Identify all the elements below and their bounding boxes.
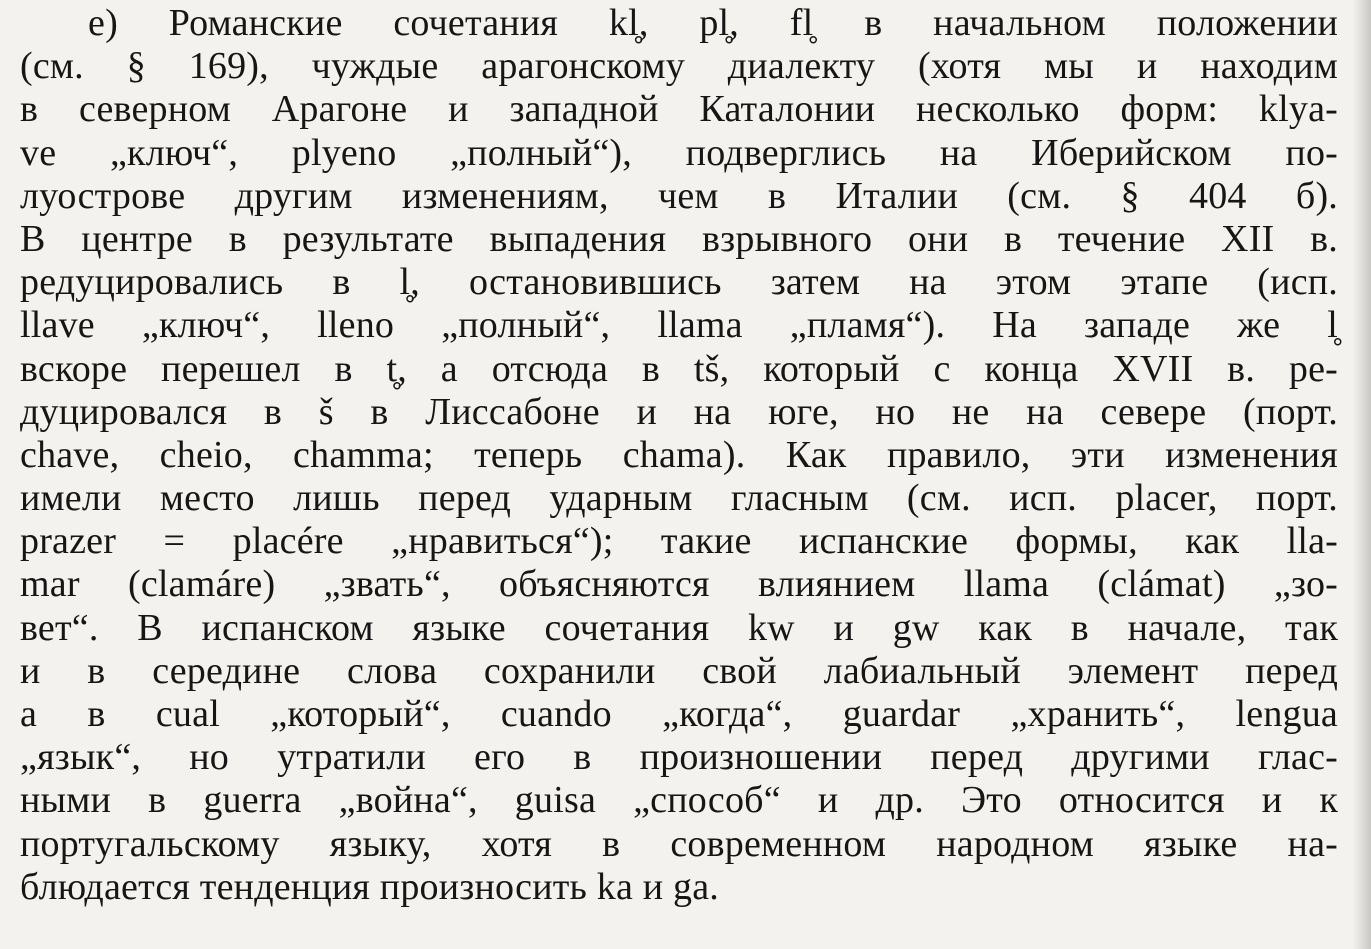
text-line: в северном Арагоне и западной Каталонии несколько форм: klya- xyxy=(20,88,1338,131)
text-line: ными в guerra „война“, guisa „способ“ и др. Это относится и к xyxy=(20,779,1338,822)
text-line: llave „ключ“, lleno „полный“, llama „пламя“). На западе же l̥ xyxy=(20,304,1338,347)
text-line: ve „ключ“, plyeno „полный“), подверглись на Иберийском по- xyxy=(20,131,1338,174)
text-line: и в середине слова сохранили свой лабиальный элемент перед xyxy=(20,649,1338,692)
page-edge-shadow xyxy=(1353,0,1371,949)
paragraph-e xyxy=(20,2,1338,909)
text-line: е) Романские сочетания kl̥, pl̥, fl̥ в начальном положении xyxy=(88,2,1338,44)
text-line: португальскому языку, хотя в современном народном языке на- xyxy=(20,822,1338,865)
text-line: дуцировался в š в Лиссабоне и на юге, но не на севере (порт. xyxy=(20,390,1338,433)
text-line: chave, cheio, chamma; теперь chama). Как правило, эти изменения xyxy=(20,433,1338,476)
text-line: a в cual „который“, cuando „когда“, guardar „хранить“, lengua xyxy=(20,693,1338,735)
text-line: В центре в результате выпадения взрывного они в течение XII в. xyxy=(20,217,1338,260)
text-line: prazer = placére „нравиться“); такие испанские формы, как lla- xyxy=(20,520,1338,563)
text-line: имели место лишь перед ударным гласным (см. исп. placer, порт. xyxy=(20,477,1338,520)
text-line: луострове другим изменениям, чем в Италии (см. § 404 б). xyxy=(20,174,1338,217)
text-line-last: блюдается тенденция произносить ka и ga. xyxy=(20,865,719,908)
text-line: mar (clamáre) „звать“, объясняются влиянием llama (clámat) „зо- xyxy=(20,563,1338,606)
text-line: „язык“, но утратили его в произношении перед другими глас- xyxy=(20,736,1338,779)
text-line: (см. § 169), чуждые арагонскому диалекту (хотя мы и находим xyxy=(20,45,1338,88)
text-line: редуцировались в l̥, остановившись затем на этом этапе (исп. xyxy=(20,261,1338,304)
text-line: вскоре перешел в t̥, а отсюда в tš, который с конца XVII в. ре- xyxy=(20,347,1338,390)
text-line: вет“. В испанском языке сочетания kw и gw как в начале, так xyxy=(20,606,1338,649)
